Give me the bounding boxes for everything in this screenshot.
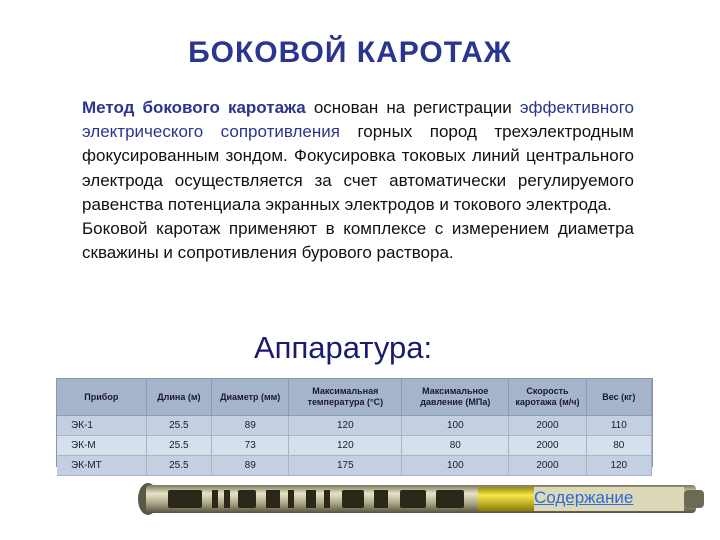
table-row [57, 416, 652, 436]
table-cell: 2000 [509, 436, 586, 456]
table-cell: 2000 [509, 416, 586, 436]
table-cell: 100 [402, 456, 509, 476]
table-cell: 100 [402, 416, 509, 436]
table-cell: 89 [212, 416, 289, 436]
text-segment: горных пород трехэлектродным фокусированным зондом. Фокусировка токовых линий центрального электрода осуществляется за счет автоматически регулируемого равенства потенциала экранных электродов и токового электрода. [82, 122, 634, 214]
table-cell: 120 [289, 416, 402, 436]
table-cell: 2000 [509, 456, 586, 476]
table-cell: ЭК-1 [57, 416, 146, 436]
table-cell: 25.5 [146, 456, 211, 476]
col-header-logging-speed: Скорость каротажа (м/ч) [509, 379, 586, 416]
table-cell: 175 [289, 456, 402, 476]
tool-yellow-segment [478, 487, 534, 511]
slide-title: БОКОВОЙ КАРОТАЖ [188, 36, 512, 69]
table-cell: 80 [586, 436, 651, 456]
application-text: Боковой каротаж применяют в комплексе с измерением диаметра скважины и сопротивления бурового раствора. [82, 219, 634, 263]
description-text [82, 96, 634, 265]
col-header-device: Прибор [57, 379, 146, 416]
col-header-max-temperature: Максимальная температура (°С) [289, 379, 402, 416]
table-cell: 25.5 [146, 436, 211, 456]
table-cell: 73 [212, 436, 289, 456]
table-cell: 89 [212, 456, 289, 476]
table-cell: 120 [289, 436, 402, 456]
text-segment: основан на регистрации [305, 98, 520, 117]
equipment-heading: Аппаратура: [254, 330, 433, 365]
table-cell: 110 [586, 416, 651, 436]
table-row [57, 436, 652, 456]
col-header-length: Длина (м) [146, 379, 211, 416]
table-cell: ЭК-М [57, 436, 146, 456]
table-cell: 80 [402, 436, 509, 456]
table-cell: ЭК-МТ [57, 456, 146, 476]
table-header-row [57, 379, 652, 416]
col-header-weight: Вес (кг) [586, 379, 651, 416]
table-row [57, 456, 652, 476]
table-cell: 120 [586, 456, 651, 476]
table-cell: 25.5 [146, 416, 211, 436]
term-lateral-logging: Метод бокового каротажа [82, 98, 306, 117]
col-header-max-pressure: Максимальное давление (МПа) [402, 379, 509, 416]
col-header-diameter: Диаметр (мм) [212, 379, 289, 416]
equipment-table [56, 378, 653, 471]
contents-link[interactable]: Содержание [534, 488, 634, 507]
term-resistivity: эффективного электрического сопротивления [82, 98, 634, 142]
